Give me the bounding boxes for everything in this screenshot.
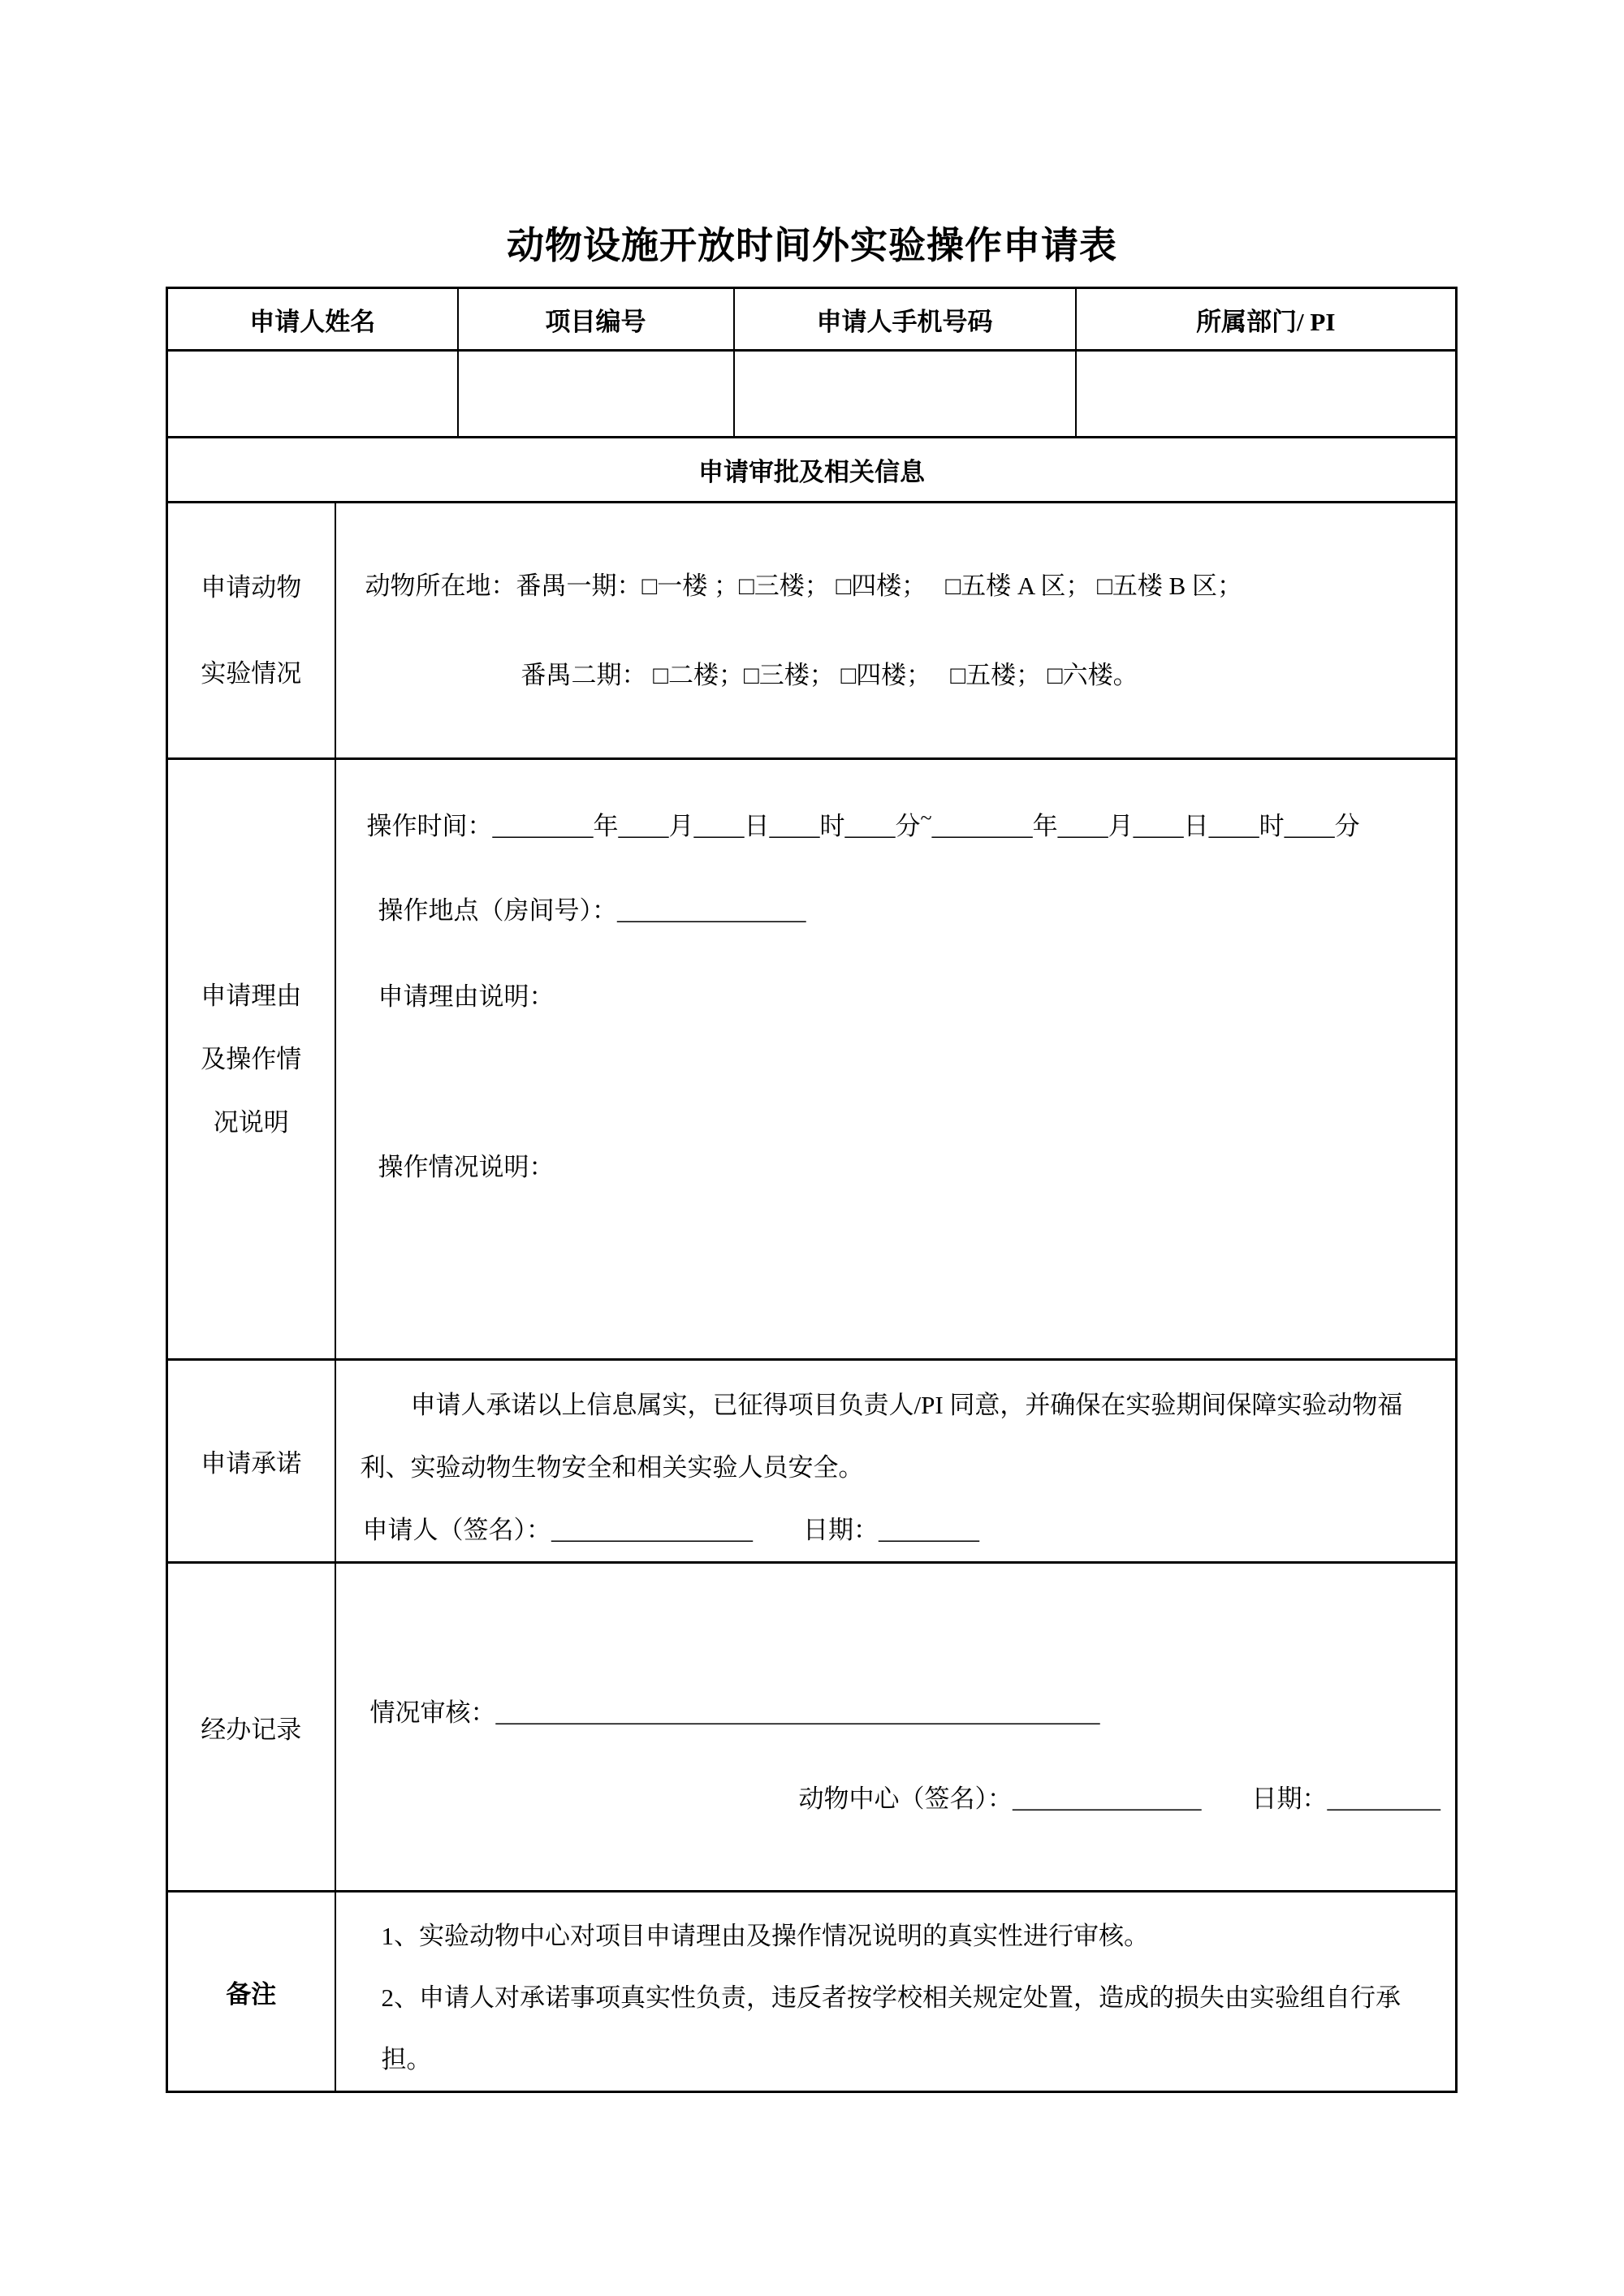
- animal-center-signature-line: 动物中心（签名）：_______________ 日期：_________: [798, 1785, 1440, 1813]
- form-title: 动物设施开放时间外实验操作申请表: [507, 225, 1117, 266]
- notes-row: [167, 1892, 1457, 2092]
- note-item-2: 2、申请人对承诺事项真实性负责，违反者按学校相关规定处置，造成的损失由实验组自行承担。: [381, 1983, 1401, 2074]
- label-reason-operation: [167, 759, 335, 1360]
- animal-situation-row: [167, 503, 1457, 759]
- applicant-signature-line: 申请人（签名）：________________ 日期：________: [362, 1516, 979, 1544]
- notes-cell: [335, 1892, 1457, 2092]
- label-line: 申请理由: [201, 981, 302, 1010]
- entry-cell-project-number: [458, 351, 734, 438]
- entry-cell-phone-number: [734, 351, 1076, 438]
- note-item-1: 1、实验动物中心对项目申请理由及操作情况说明的真实性进行审核。: [381, 1922, 1149, 1950]
- label-notes: 备注: [167, 1892, 335, 2092]
- operation-description-line: 操作情况说明：: [378, 1153, 555, 1181]
- situation-review-line: 情况审核：________________________________________________: [369, 1698, 1100, 1727]
- tilde-separator: ~: [920, 806, 932, 830]
- reason-operation-row: [167, 759, 1457, 1360]
- label-line: 及操作情: [201, 1044, 302, 1073]
- records-cell: [335, 1563, 1457, 1892]
- location-phase1-line: 动物所在地：番禺一期：□一楼 ；□三楼； □四楼； □五楼 A 区； □五楼 B 区；: [365, 571, 1242, 600]
- label-line: 实验情况: [201, 658, 302, 688]
- label-line: 申请动物: [201, 572, 302, 602]
- header-row: [167, 288, 1457, 351]
- label-commitment: 申请承诺: [167, 1360, 335, 1563]
- location-phase2-line: 番禺二期： □二楼；□三楼； □四楼； □五楼； □六楼。: [520, 660, 1138, 689]
- reason-operation-cell: [335, 759, 1457, 1360]
- application-reason-line: 申请理由说明：: [378, 982, 555, 1011]
- operation-time-part2: ________年____月____日____时____分: [931, 812, 1360, 840]
- section-header-row: [167, 438, 1457, 503]
- entry-cell-department-pi: [1076, 351, 1457, 438]
- records-row: [167, 1563, 1457, 1892]
- section-title: 申请审批及相关信息: [167, 438, 1457, 503]
- operation-time-part1: 操作时间：________年____月____日____时____分: [366, 812, 921, 840]
- label-handling-record: 经办记录: [167, 1563, 335, 1892]
- operation-room-line: 操作地点（房间号）：_______________: [378, 896, 806, 925]
- entry-cell-applicant-name: [167, 351, 458, 438]
- header-department-pi: 所属部门/ PI: [1076, 288, 1457, 351]
- header-project-number: 项目编号: [458, 288, 734, 351]
- operation-time-line: [336, 801, 1456, 844]
- commitment-paragraph: 申请人承诺以上信息属实，已征得项目负责人/PI 同意，并确保在实验期间保障实验动物福利、实验动物生物安全和相关实验人员安全。: [360, 1391, 1403, 1482]
- label-animal-experiment-situation: [167, 503, 335, 759]
- application-form-table: [166, 287, 1458, 2093]
- header-applicant-name: 申请人姓名: [167, 288, 458, 351]
- header-phone-number: 申请人手机号码: [734, 288, 1076, 351]
- entry-row: [167, 351, 1457, 438]
- label-line: 况说明: [213, 1107, 289, 1137]
- commitment-row: [167, 1360, 1457, 1563]
- animal-location-cell: [335, 503, 1457, 759]
- commitment-cell: [335, 1360, 1457, 1563]
